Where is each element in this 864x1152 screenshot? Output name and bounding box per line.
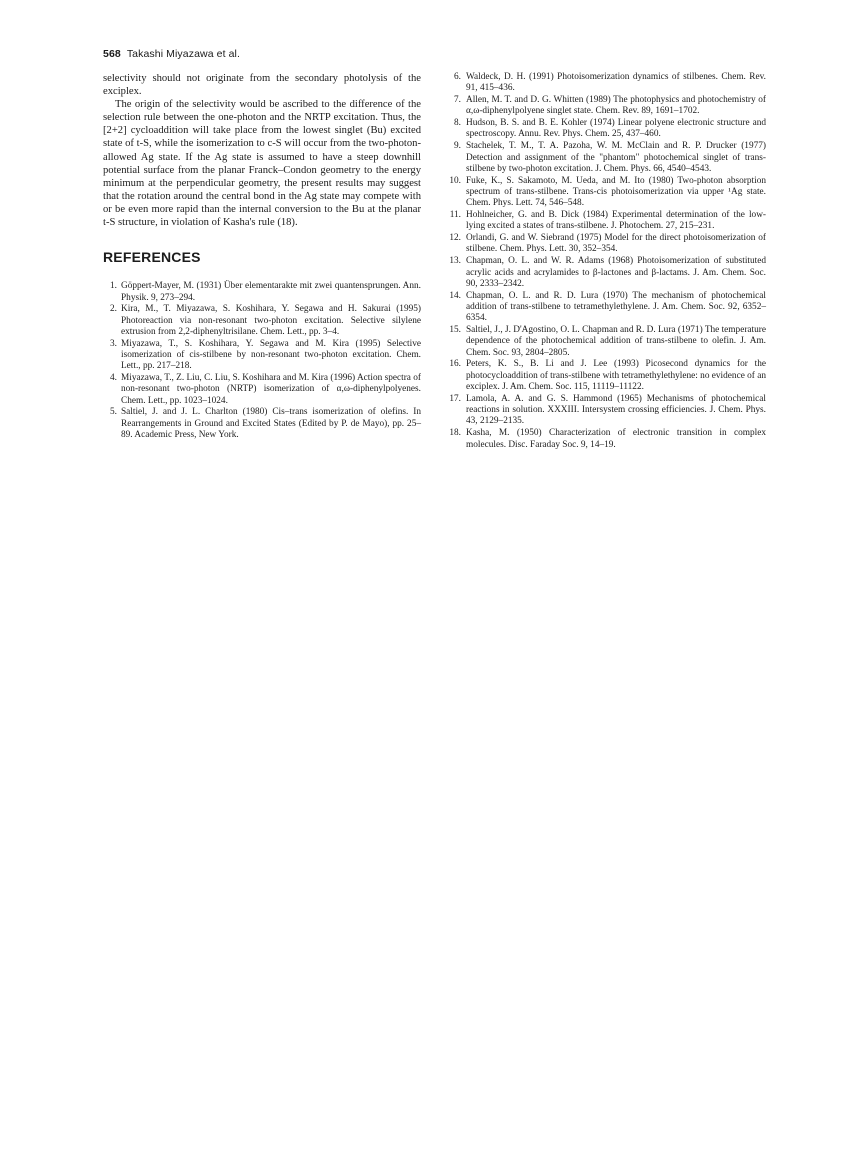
body-paragraph: selectivity should not originate from the secondary photolysis of the exciplex. bbox=[103, 73, 421, 98]
reference-item bbox=[446, 359, 766, 393]
reference-text: Miyazawa, T., Z. Liu, C. Liu, S. Koshihara and M. Kira (1996) Action spectra of non-resonant two-photon (NRTP) isomerization of α,ω-diphenylpolyenes. Chem. Lett., pp. 1023–1024. bbox=[121, 373, 421, 406]
reference-text: Saltiel, J., J. D'Agostino, O. L. Chapman and R. D. Lura (1971) The temperature dependence of the photochemical addition of trans-stilbene to olefin. J. Am. Chem. Soc. 93, 2804–2805. bbox=[466, 325, 766, 358]
reference-item bbox=[446, 118, 766, 141]
reference-number: 1. bbox=[110, 281, 117, 292]
reference-text: Peters, K. S., B. Li and J. Lee (1993) Picosecond dynamics for the photocycloaddition of trans-stilbene with tetramethylethylene: no evidence of an exciplex. J. Am. Chem. Soc. 115, 11119–11122. bbox=[466, 359, 766, 393]
reference-item bbox=[446, 256, 766, 290]
reference-item bbox=[446, 394, 766, 428]
reference-number: 18. bbox=[449, 428, 461, 439]
reference-number: 8. bbox=[454, 118, 461, 129]
reference-item bbox=[446, 233, 766, 256]
body-paragraph: The origin of the selectivity would be ascribed to the difference of the selection rule between the one-photon and the NRTP excitation. Thus, the [2+2] cycloaddition will take place from the lowest singlet (Bu) excited state of t-S, while the isomerization to c-S will occur from the two-photon-allowed Ag state. If the Ag state is assumed to have a steep downhill potential surface from the planar Franck–Condon geometry to the energy minimum at the perpendicular geometry, the present results may suggest that the rotation around the central bond in the Ag state may compete with or be even more rapid than the internal conversion to the Bu at the planar t-S structure, in violation of Kasha's rule (18). bbox=[103, 99, 421, 229]
reference-item bbox=[446, 210, 766, 233]
running-header bbox=[103, 48, 240, 60]
reference-item bbox=[103, 304, 421, 338]
reference-item bbox=[446, 72, 766, 95]
reference-item bbox=[103, 281, 421, 304]
running-authors: Takashi Miyazawa et al. bbox=[126, 48, 241, 60]
reference-text: Stachelek, T. M., T. A. Pazoha, W. M. McClain and R. P. Drucker (1977) Detection and assignment of the "phantom" photochemical singlet of trans-stilbene by two-photon excitation. J. Chem. Phys. 66, 4540–4543. bbox=[466, 141, 766, 174]
reference-text: Chapman, O. L. and R. D. Lura (1970) The mechanism of photochemical addition of trans-stilbene to tetramethylethylene. J. Am. Chem. Soc. 92, 6352–6354. bbox=[466, 290, 766, 324]
reference-list-left bbox=[103, 281, 421, 441]
reference-number: 2. bbox=[110, 304, 117, 315]
reference-number: 11. bbox=[449, 210, 461, 221]
reference-number: 16. bbox=[449, 359, 461, 370]
reference-item bbox=[446, 291, 766, 325]
reference-number: 17. bbox=[449, 393, 461, 404]
reference-number: 5. bbox=[110, 407, 117, 418]
right-column bbox=[446, 72, 766, 451]
reference-text: Allen, M. T. and D. G. Whitten (1989) The photophysics and photochemistry of α,ω-diphenylpolyene singlet state. Chem. Rev. 89, 1691–1702. bbox=[466, 95, 766, 117]
reference-item bbox=[446, 325, 766, 359]
reference-number: 7. bbox=[454, 95, 461, 106]
reference-number: 10. bbox=[449, 175, 461, 186]
reference-text: Orlandi, G. and W. Siebrand (1975) Model for the direct photoisomerization of stilbene. Chem. Phys. Lett. 30, 352–354. bbox=[466, 233, 766, 255]
references-heading: REFERENCES bbox=[103, 249, 201, 266]
reference-text: Miyazawa, T., S. Koshihara, Y. Segawa and M. Kira (1995) Selective isomerization of cis-stilbene by non-resonant two-photon excitation. Chem. Lett., pp. 217–218. bbox=[121, 338, 421, 372]
reference-item bbox=[103, 339, 421, 373]
reference-number: 9. bbox=[454, 141, 461, 152]
reference-number: 14. bbox=[449, 290, 461, 301]
reference-text: Hohlneicher, G. and B. Dick (1984) Experimental determination of the low-lying excited a states of trans-stilbene. J. Photochem. 27, 215–231. bbox=[466, 210, 766, 232]
reference-item bbox=[446, 95, 766, 118]
reference-item bbox=[103, 373, 421, 407]
reference-item bbox=[446, 141, 766, 175]
reference-text: Lamola, A. A. and G. S. Hammond (1965) Mechanisms of photochemical reactions in solution. XXXIII. Intersystem crossing efficiencies. J. Chem. Phys. 43, 2129–2135. bbox=[466, 393, 766, 427]
reference-item bbox=[446, 176, 766, 210]
page-number: 568 bbox=[103, 48, 121, 60]
left-column bbox=[103, 72, 421, 442]
reference-number: 6. bbox=[454, 72, 461, 82]
reference-number: 3. bbox=[110, 338, 117, 349]
reference-text: Saltiel, J. and J. L. Charlton (1980) Cis–trans isomerization of olefins. In Rearrangements in Ground and Excited States (Edited by P. de Mayo), pp. 25–89. Academic Press, New York. bbox=[121, 407, 421, 441]
reference-number: 4. bbox=[110, 373, 117, 384]
reference-text: Hudson, B. S. and B. E. Kohler (1974) Linear polyene electronic structure and spectroscopy. Annu. Rev. Phys. Chem. 25, 437–460. bbox=[466, 118, 766, 140]
reference-text: Kasha, M. (1950) Characterization of electronic transition in complex molecules. Disc. Faraday Soc. 9, 14–19. bbox=[466, 428, 766, 450]
reference-text: Göppert-Mayer, M. (1931) Über elementarakte mit zwei quantensprungen. Ann. Physik. 9, 273–294. bbox=[121, 281, 421, 303]
reference-text: Waldeck, D. H. (1991) Photoisomerization dynamics of stilbenes. Chem. Rev. 91, 415–436. bbox=[466, 72, 766, 94]
reference-text: Chapman, O. L. and W. R. Adams (1968) Photoisomerization of substituted acrylic acids and acrylamides to β-lactones and β-lactams. J. Am. Chem. Soc. 90, 2333–2342. bbox=[466, 256, 766, 289]
reference-list-right bbox=[446, 72, 766, 451]
reference-item bbox=[446, 428, 766, 451]
reference-number: 13. bbox=[449, 256, 461, 267]
reference-number: 15. bbox=[449, 325, 461, 336]
reference-text: Fuke, K., S. Sakamoto, M. Ueda, and M. Ito (1980) Two-photon absorption spectrum of trans-stilbene. Trans-cis photoisomerization via upper ¹Ag state. Chem. Phys. Lett. 74, 546–548. bbox=[466, 175, 766, 209]
reference-text: Kira, M., T. Miyazawa, S. Koshihara, Y. Segawa and H. Sakurai (1995) Photoreaction via non-resonant two-photon excitation. Selective silylene extrusion from 2,2-diphenyltrisilane. Chem. Lett., pp. 3–4. bbox=[121, 304, 421, 337]
reference-item bbox=[103, 407, 421, 441]
reference-number: 12. bbox=[449, 233, 461, 244]
